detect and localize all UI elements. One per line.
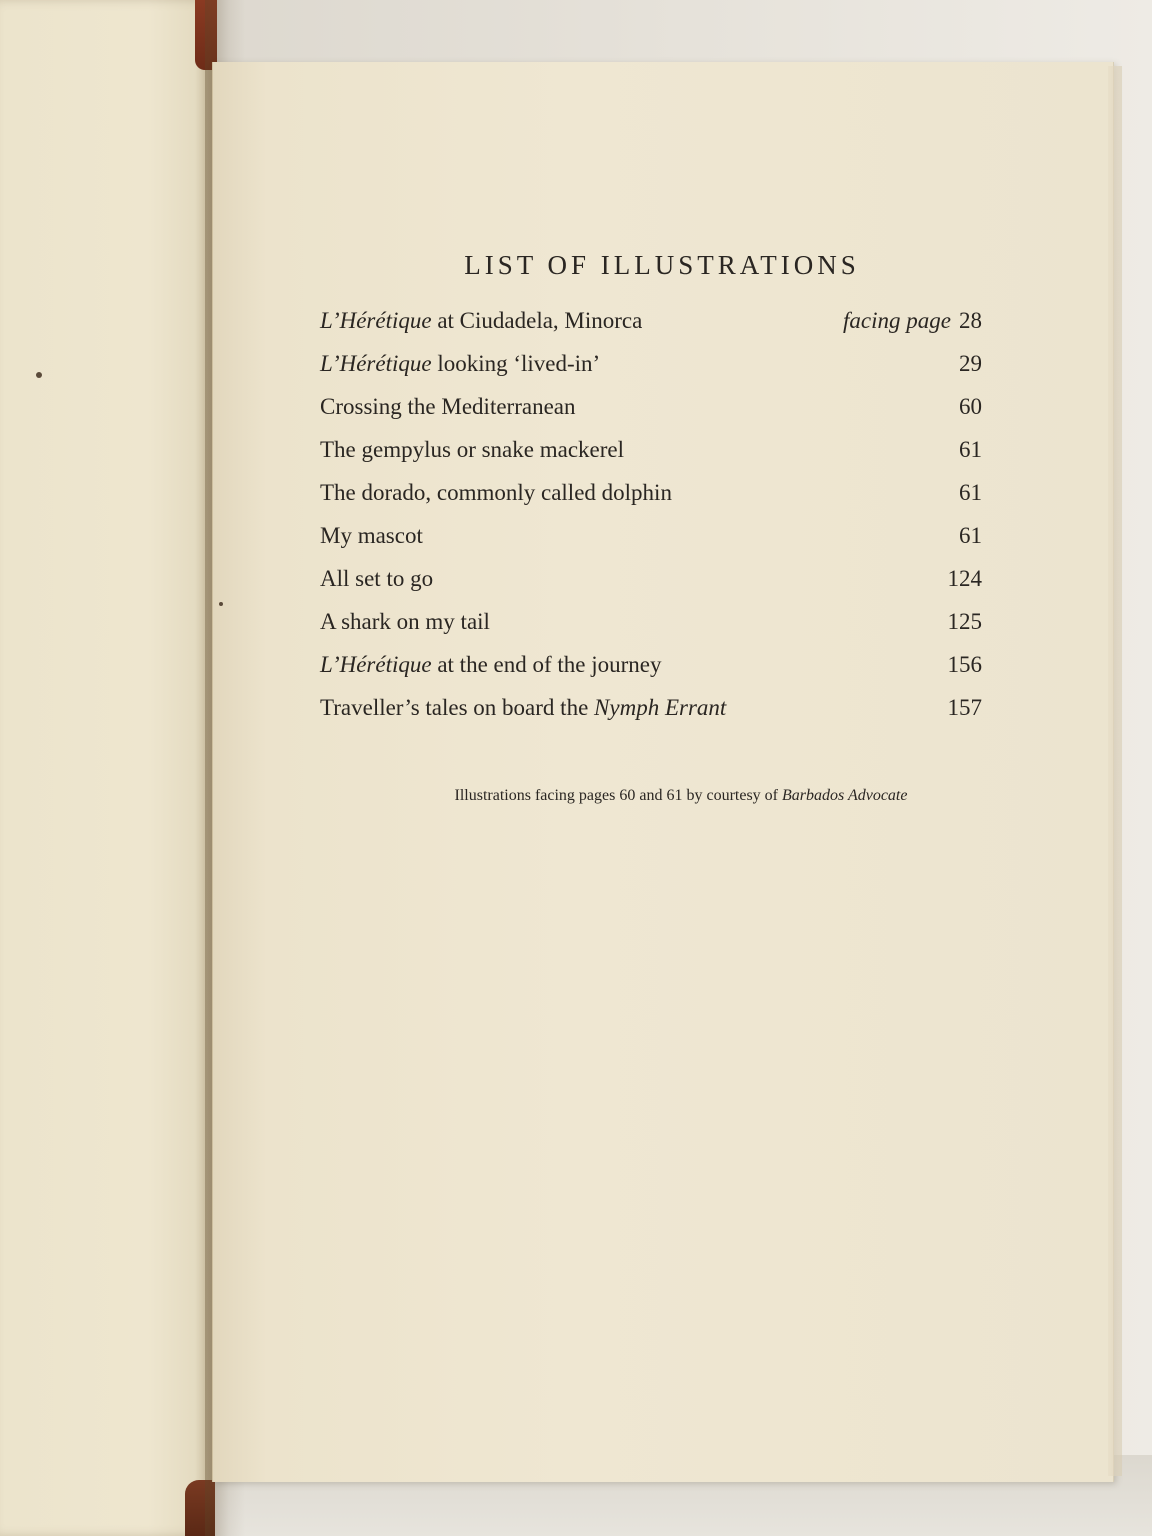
page-number: 156 — [947, 652, 982, 677]
illustration-text: at the end of the journey — [431, 652, 662, 677]
credit-source: Barbados Advocate — [782, 787, 908, 804]
credit-line — [212, 787, 1150, 805]
illustration-title — [320, 652, 662, 678]
page-reference — [959, 480, 982, 506]
page-number: 29 — [959, 351, 982, 376]
left-page — [0, 0, 212, 1536]
illustration-text: The dorado, commonly called dolphin — [320, 480, 672, 505]
illustration-title — [320, 480, 672, 506]
page-title: LIST OF ILLUSTRATIONS — [464, 250, 860, 280]
page-number: 61 — [959, 437, 982, 462]
page-number: 124 — [947, 566, 982, 591]
page-number: 61 — [959, 480, 982, 505]
illustration-title — [320, 523, 423, 549]
page-reference — [959, 437, 982, 463]
page-reference — [948, 566, 983, 592]
illustration-text: at Ciudadela, Minorca — [431, 308, 643, 333]
page-reference — [843, 308, 982, 334]
list-item — [320, 394, 982, 437]
list-item — [320, 437, 982, 480]
page-number: 28 — [959, 308, 982, 333]
illustration-title — [320, 695, 726, 721]
illustration-text: Traveller’s tales on board the — [320, 695, 595, 720]
illustration-title — [320, 609, 490, 635]
page-reference — [959, 394, 982, 420]
list-item — [320, 652, 982, 695]
illustration-text: Crossing the Mediterranean — [320, 394, 576, 419]
illustration-title — [320, 351, 600, 377]
list-item — [320, 308, 982, 351]
page-reference — [959, 351, 982, 377]
list-item — [320, 695, 982, 738]
illustration-text: All set to go — [320, 566, 434, 591]
italic-ship-name: L’Hérétique — [320, 652, 432, 677]
page-number: 125 — [947, 609, 982, 634]
italic-ship-name: L’Hérétique — [320, 308, 432, 333]
illustration-text: The gempylus or snake mackerel — [320, 437, 624, 462]
paper-speck — [219, 602, 223, 606]
illustrations-list — [320, 308, 982, 738]
page-number: 157 — [947, 695, 982, 720]
page-reference — [948, 695, 983, 721]
italic-ship-name: L’Hérétique — [320, 351, 432, 376]
list-item — [320, 609, 982, 652]
list-item — [320, 351, 982, 394]
illustration-text: looking ‘lived-in’ — [431, 351, 601, 376]
page-reference — [948, 652, 983, 678]
illustration-title — [320, 437, 624, 463]
list-item — [320, 523, 982, 566]
illustration-title — [320, 308, 642, 334]
page-number: 61 — [959, 523, 982, 548]
paper-speck — [36, 372, 42, 378]
list-item — [320, 566, 982, 609]
page-reference — [948, 609, 983, 635]
illustration-text: A shark on my tail — [320, 609, 490, 634]
credit-text: Illustrations facing pages 60 and 61 by courtesy of — [454, 787, 782, 804]
illustration-title — [320, 566, 433, 592]
illustration-text: My mascot — [320, 523, 423, 548]
facing-page-label: facing page — [843, 308, 951, 333]
illustration-title — [320, 394, 575, 420]
italic-boat-name: Nymph Errant — [594, 695, 727, 720]
page-reference — [959, 523, 982, 549]
page-number: 60 — [959, 394, 982, 419]
list-item — [320, 480, 982, 523]
